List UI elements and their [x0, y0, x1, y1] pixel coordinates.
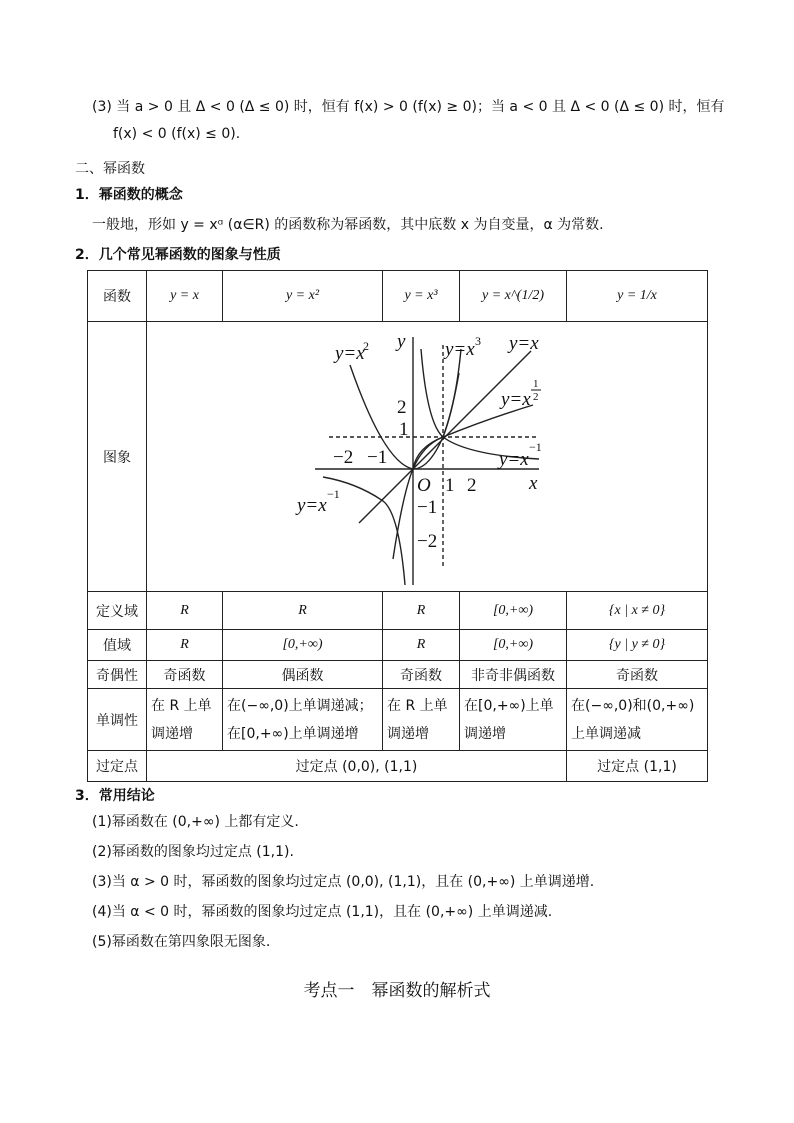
power-function-definition: 一般地，形如 y = xᵅ (α∈R) 的函数称为幂函数，其中底数 x 为自变量，α 为常数. — [92, 217, 604, 233]
section2-sub2: 2．几个常见幂函数的图象与性质 — [75, 247, 281, 263]
conclusion-1: (1)幂函数在 (0,+∞) 上都有定义. — [92, 814, 299, 830]
conclusion-3: (3)当 α > 0 时，幂函数的图象均过定点 (0,0), (1,1)，且在 (0,+∞) 上单调递增. — [92, 874, 595, 890]
topic-title: 考点一 幂函数的解析式 — [303, 981, 491, 1001]
parity-col2: 偶函数 — [223, 661, 383, 689]
row-header-parity: 奇偶性 — [88, 661, 147, 689]
label-x3-exp: 3 — [475, 333, 481, 348]
range-col2: [0,+∞) — [223, 630, 383, 661]
range-col4: [0,+∞) — [460, 630, 567, 661]
domain-col3: R — [383, 592, 460, 630]
label-x3: y=x — [445, 338, 475, 360]
range-col5: {y | y ≠ 0} — [567, 630, 708, 661]
tick-x2: 2 — [467, 474, 477, 496]
fixed-point-right: 过定点 (1,1) — [567, 751, 708, 782]
label-x2: y=x — [335, 342, 365, 364]
domain-col1: R — [147, 592, 223, 630]
label-inv-left-exp: −1 — [327, 486, 340, 501]
section3-heading: 3．常用结论 — [75, 788, 155, 804]
section2-sub1: 1．幂函数的概念 — [75, 187, 183, 203]
section2-heading: 二、幂函数 — [75, 161, 145, 177]
intro-item3-line1: (3) 当 a > 0 且 Δ < 0 (Δ ≤ 0) 时，恒有 f(x) > 0 (f(x) ≥ 0)；当 a < 0 且 Δ < 0 (Δ ≤ 0) 时，恒有 — [92, 99, 725, 115]
label-sqrt-exp-den: 2 — [533, 390, 539, 403]
parity-col4: 非奇非偶函数 — [460, 661, 567, 689]
label-origin: O — [417, 474, 431, 496]
intro-item3-line2: f(x) < 0 (f(x) ≤ 0). — [113, 126, 241, 142]
row-header-range: 值域 — [88, 630, 147, 661]
label-inv-left: y=x — [297, 494, 327, 516]
row-header-func: 函数 — [88, 271, 147, 322]
domain-col5: {x | x ≠ 0} — [567, 592, 708, 630]
range-col1: R — [147, 630, 223, 661]
row-header-graph: 图象 — [88, 322, 147, 592]
func-y-inv: y = 1/x — [567, 271, 708, 322]
conclusion-5: (5)幂函数在第四象限无图象. — [92, 934, 271, 950]
row-header-mono: 单调性 — [88, 689, 147, 751]
fixed-point-left: 过定点 (0,0), (1,1) — [147, 751, 567, 782]
domain-col4: [0,+∞) — [460, 592, 567, 630]
label-inv-right-exp: −1 — [529, 439, 542, 454]
tick-x1: 1 — [445, 474, 455, 496]
mono-col3: 在 R 上单 调递增 — [383, 689, 460, 751]
tick-xm1: −1 — [367, 446, 388, 468]
tick-ym2: −2 — [417, 530, 438, 552]
conclusion-2: (2)幂函数的图象均过定点 (1,1). — [92, 844, 294, 860]
tick-xm2: −2 — [333, 446, 354, 468]
label-y-axis: y — [397, 330, 406, 352]
mono-col5: 在(−∞,0)和(0,+∞) 上单调递减 — [567, 689, 708, 751]
func-y-x3: y = x³ — [383, 271, 460, 322]
power-function-graph — [147, 323, 707, 591]
conclusion-4: (4)当 α < 0 时，幂函数的图象均过定点 (1,1)，且在 (0,+∞) 上单调递减. — [92, 904, 553, 920]
tick-ym1: −1 — [417, 496, 438, 518]
parity-col1: 奇函数 — [147, 661, 223, 689]
tick-y1: 1 — [399, 418, 409, 440]
label-x2-exp: 2 — [363, 338, 369, 353]
label-sqrt: y=x — [501, 388, 531, 410]
row-header-domain: 定义域 — [88, 592, 147, 630]
label-sqrt-exp-num: 1 — [533, 377, 539, 390]
label-inv-right: y=x — [499, 448, 529, 470]
mono-col2: 在(−∞,0)上单调递减； 在[0,+∞)上单调递增 — [223, 689, 383, 751]
func-y-sqrt: y = x^(1/2) — [460, 271, 567, 322]
label-x1: y=x — [509, 332, 539, 354]
mono-col1: 在 R 上单 调递增 — [147, 689, 223, 751]
func-y-x: y = x — [147, 271, 223, 322]
parity-col5: 奇函数 — [567, 661, 708, 689]
graph-cell — [147, 322, 708, 592]
label-x-axis: x — [529, 472, 538, 494]
row-header-point: 过定点 — [88, 751, 147, 782]
parity-col3: 奇函数 — [383, 661, 460, 689]
domain-col2: R — [223, 592, 383, 630]
tick-y2: 2 — [397, 396, 407, 418]
range-col3: R — [383, 630, 460, 661]
curve-y-x3 — [393, 349, 461, 559]
power-function-table — [87, 270, 708, 782]
mono-col4: 在[0,+∞)上单 调递增 — [460, 689, 567, 751]
func-y-x2: y = x² — [223, 271, 383, 322]
